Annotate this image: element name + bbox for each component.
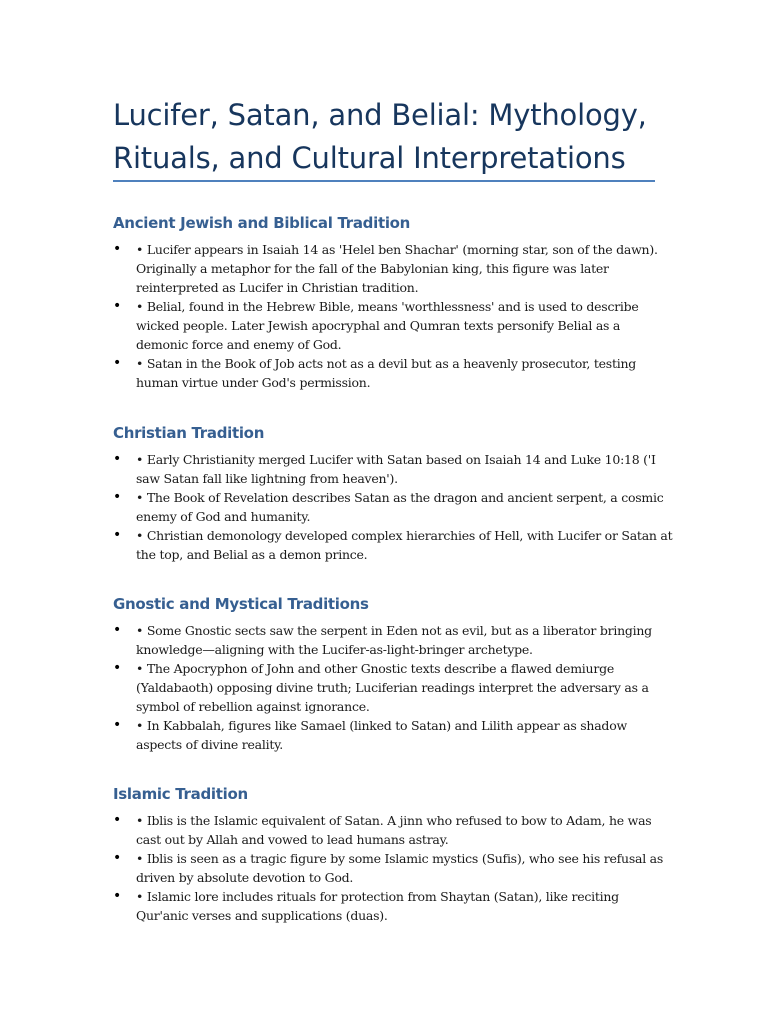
section-gnostic-mystical [113,594,673,754]
list-item [113,354,673,392]
list-item-text: • The Apocryphon of John and other Gnostic texts describe a flawed demiurge (Yaldabaoth) opposing divine truth; Luciferian readings interpret the adversary as a symbol of rebellion against ignorance. [136,661,649,714]
list-item-text: • Some Gnostic sects saw the serpent in Eden not as evil, but as a liberator bringing knowledge—aligning with the Lucifer-as-light-bringer archetype. [136,623,652,657]
bullet-icon: • [113,850,122,866]
bullet-icon: • [113,812,122,828]
list-item [113,659,673,716]
list-item-text: • Lucifer appears in Isaiah 14 as 'Helel ben Shachar' (morning star, son of the dawn). Originally a metaphor for the fall of the Babylonian king, this figure was later reinterpreted as Lucifer in Christian tradition. [136,242,658,295]
bullet-list [113,240,673,392]
section-heading: Islamic Tradition [113,785,248,803]
list-item-text: • Belial, found in the Hebrew Bible, means 'worthlessness' and is used to describe wicked people. Later Jewish apocryphal and Qumran texts personify Belial as a demonic force and enemy of God. [136,299,639,352]
section-heading: Gnostic and Mystical Traditions [113,595,369,613]
bullet-icon: • [113,527,122,543]
list-item [113,849,673,887]
bullet-list [113,450,673,564]
list-item-text: • The Book of Revelation describes Satan as the dragon and ancient serpent, a cosmic enemy of God and humanity. [136,490,664,524]
section-islamic [113,784,673,925]
list-item [113,450,673,488]
section-christian [113,423,673,564]
title-underline-rule [113,180,655,182]
list-item [113,488,673,526]
bullet-icon: • [113,717,122,733]
bullet-list [113,811,673,925]
list-item-text: • Early Christianity merged Lucifer with Satan based on Isaiah 14 and Luke 10:18 ('I saw Satan fall like lightning from heaven'). [136,452,656,486]
list-item [113,887,673,925]
list-item [113,621,673,659]
list-item [113,297,673,354]
bullet-icon: • [113,489,122,505]
bullet-icon: • [113,451,122,467]
section-ancient-jewish-biblical [113,213,673,392]
section-heading: Christian Tradition [113,424,265,442]
list-item [113,526,673,564]
list-item-text: • Iblis is the Islamic equivalent of Satan. A jinn who refused to bow to Adam, he was cast out by Allah and vowed to lead humans astray. [136,813,652,847]
list-item [113,811,673,849]
list-item-text: • Satan in the Book of Job acts not as a devil but as a heavenly prosecutor, testing human virtue under God's permission. [136,356,637,390]
document-title: Lucifer, Satan, and Belial: Mythology, Rituals, and Cultural Interpretations [113,98,647,175]
bullet-icon: • [113,241,122,257]
bullet-icon: • [113,888,122,904]
bullet-list [113,621,673,754]
bullet-icon: • [113,622,122,638]
list-item-text: • Iblis is seen as a tragic figure by some Islamic mystics (Sufis), who see his refusal as driven by absolute devotion to God. [136,851,664,885]
section-heading: Ancient Jewish and Biblical Tradition [113,214,411,232]
list-item-text: • In Kabbalah, figures like Samael (linked to Satan) and Lilith appear as shadow aspects of divine reality. [136,718,627,752]
list-item [113,240,673,297]
bullet-icon: • [113,660,122,676]
list-item-text: • Islamic lore includes rituals for protection from Shaytan (Satan), like reciting Qur'anic verses and supplications (duas). [136,889,619,923]
bullet-icon: • [113,298,122,314]
bullet-icon: • [113,355,122,371]
list-item [113,716,673,754]
list-item-text: • Christian demonology developed complex hierarchies of Hell, with Lucifer or Satan at the top, and Belial as a demon prince. [136,528,673,562]
